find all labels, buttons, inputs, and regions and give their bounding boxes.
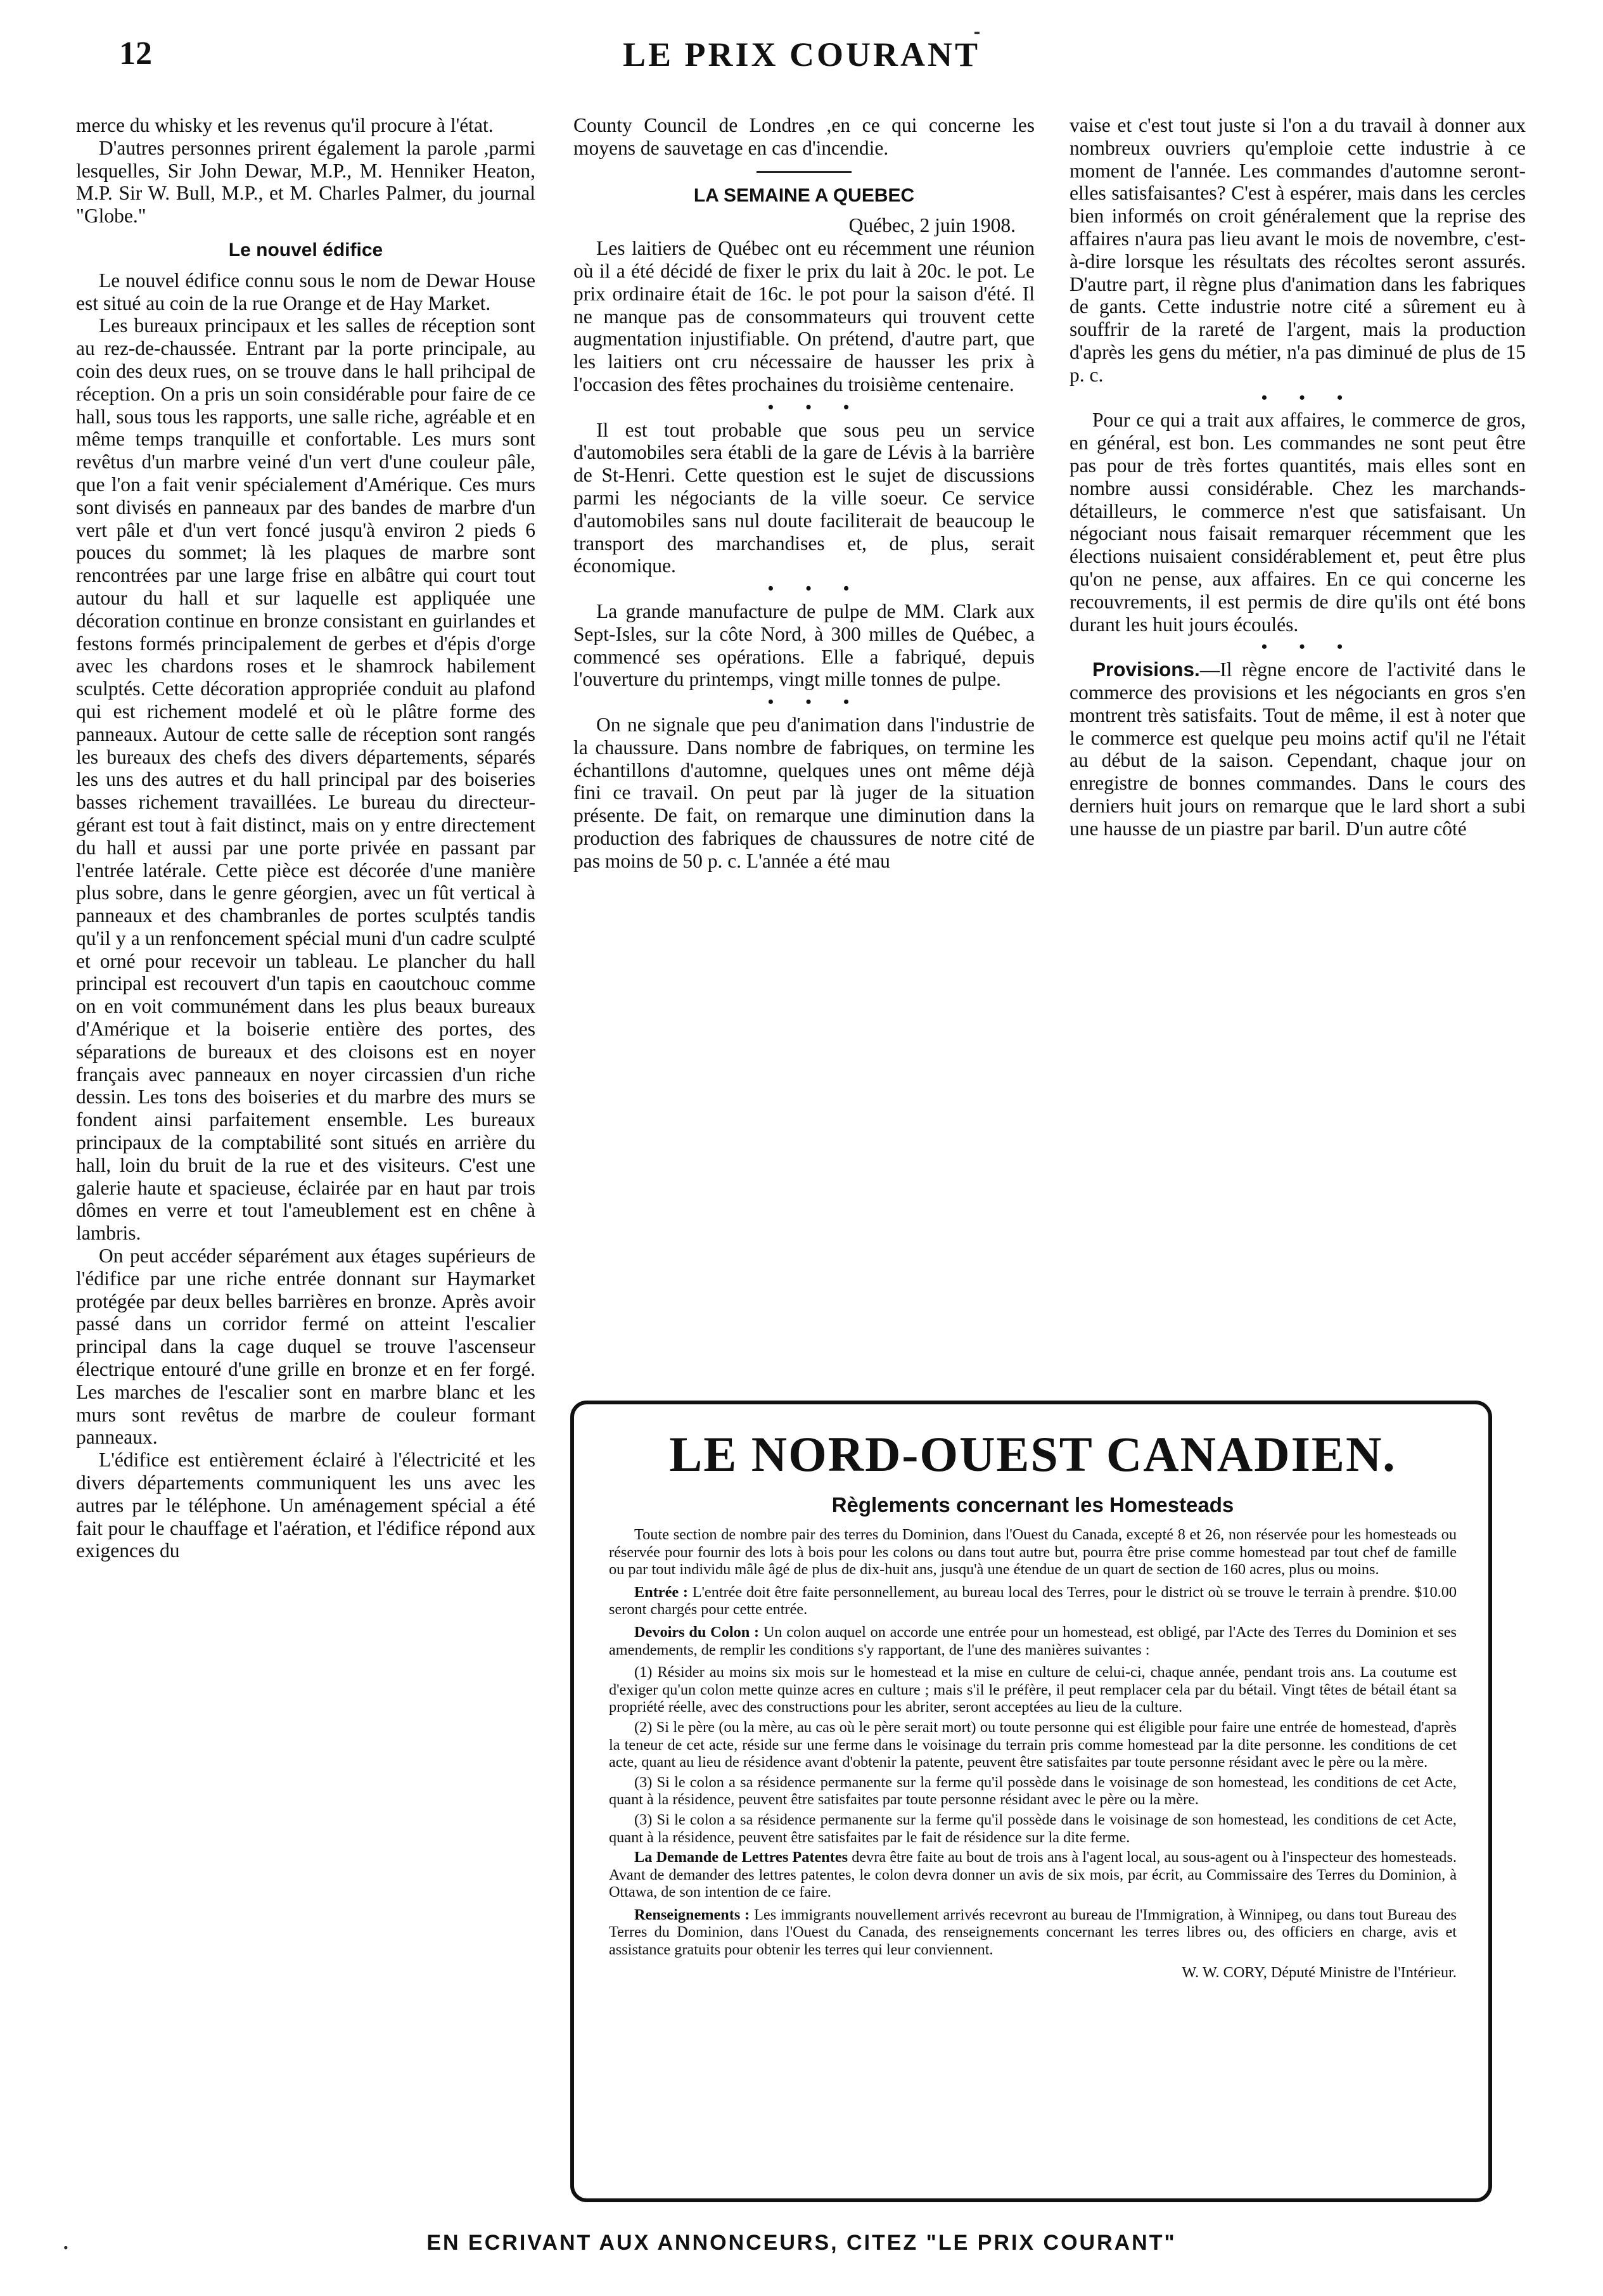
ad-item: (2) Si le père (ou la mère, au cas où le père serait mort) ou toute personne qui est éligible pour faire une entrée de homestead, d'après la teneur de cet acte, réside sur une ferme dans le voisinage du terrain pris comme homestead par la dite personne. les conditions de cet acte, quant au lieu de résidence avant d'obtenir la patente, peuvent être satisfaites par toute personne résidant avec le père ou la mère. [609,1718,1457,1771]
paragraph: Il est tout probable que sous peu un service d'automobiles sera établi de la gare de Lévis à la barrière de St-Henri. Cette question est le sujet de discussions parmi les négociants de la ville soeur. Ce service d'automobiles sans nul doute faciliterait de beaucoup le transport des marchandises et, de plus, serait économique. [573,418,1035,577]
paragraph: Le nouvel édifice connu sous le nom de Dewar House est situé au coin de la rue Orange et de Hay Market. [76,269,535,314]
paragraph: On peut accéder séparément aux étages supérieurs de l'édifice par une riche entrée donnant sur Haymarket protégée par deux belles barrières en bronze. Après avoir passé dans un corridor fermé on atteint l'escalier principal dans la cage duquel se trouve l'ascenseur électrique entouré d'une grille en bronze et en fer forgé. Les marches de l'escalier sont en marbre blanc et les murs sont revêtus de marbre de couleur formant panneaux. [76,1245,535,1449]
separator-dots: • • • [1261,388,1357,407]
section-heading: Le nouvel édifice [228,239,383,260]
page-number: 12 [119,35,152,72]
paragraph: La grande manufacture de pulpe de MM. Clark aux Sept-Isles, sur la côte Nord, à 300 milles de Québec, a commencé ses opérations. Elle a fabriqué, depuis l'ouverture du printemps, vingt mille tonnes de pulpe. [573,600,1035,691]
paragraph: D'autres personnes prirent également la parole ,parmi lesquelles, Sir John Dewar, M.P., M. Henniker Heaton, M.P. Sir W. Bull, M.P., et M. Charles Palmer, du journal "Globe." [76,136,535,228]
paragraph-text: —Il règne encore de l'activité dans le commerce des provisions et les négociants en gros s'en montrent très satisfaits. Tout de même, il est à noter que le commerce est quelque peu moins actif qu'il ne l'était au début de la saison. Cependant, chaque jour on enregistre de bonnes commandes. Dans le cours des derniers huit jours on remarque que le lard short a subi une hausse de un piastre par baril. D'un autre côté [1070,658,1526,840]
paragraph: merce du whisky et les revenus qu'il procure à l'état. [76,114,494,136]
ad-text: Les immigrants nouvellement arrivés recevront au bureau de l'Immigration, à Winnipeg, ou dans tout Bureau des Terres du Dominion, dans l'Ouest du Canada, des renseignements concernant les terres libres ou, des officiers en charge, avis et assistance gratuits pour obtenir les terres qui leur conviennent. [609,1906,1457,1959]
paragraph: L'édifice est entièrement éclairé à l'électricité et les divers départements communiquent les uns avec les autres par le téléphone. Un aménagement spécial a été fait pour le chauffage et l'aération, et l'édifice répond aux exigences du [76,1449,535,1562]
paragraph: County Council de Londres ,en ce qui concerne les moyens de sauvetage en cas d'incendie. [573,114,1035,159]
dateline: Québec, 2 juin 1908. [848,214,1016,237]
ink-mark [974,32,980,34]
ad-lead: La Demande de Lettres Patentes [634,1849,848,1866]
divider [757,171,852,173]
paragraph: Les bureaux principaux et les salles de réception sont au rez-de-chaussée. Entrant par la porte principale, au coin des deux rues, on se trouve dans le hall prihcipal de réception. On a pris un soin considérable pour faire de ce hall, sous tous les rapports, une salle riche, agréable et en même temps tranquille et confortable. Les murs sont revêtus d'un marbre veiné d'un vert d'une couleur pâle, que l'on a fait venir spécialement d'Amérique. Ces murs sont divisés en panneaux par des bandes de marbre d'un vert pâle et d'un vert foncé jusqu'à environ 2 pieds 6 pouces du sommet; là les plaques de marbre sont rencontrées par une large frise en albâtre qui court tout autour du hall et sur laquelle est appliquée une décoration continue en bronze consistant en guirlandes et festons formés principalement de gerbes et d'épis d'orge avec les chardons roses et le shamrock habilement sculptés. Cette décoration appropriée conduit au plafond qui est richement modelé et où le plâtre forme des panneaux. Autour de cette salle de réception sont rangés les bureaux des chefs des divers départements, séparés les uns des autres et du hall principal par des boiseries basses richement travaillées. Le bureau du directeur-gérant est tout à fait distinct, mais on y entre directement du hall et aussi par une porte privée en passant par l'entrée latérale. Cette pièce est décorée d'une manière plus sobre, dans le genre géorgien, avec un fût vertical à panneaux et des chambranles de portes sculptés tandis qu'il y a un renfoncement spécial muni d'un cadre sculpté et orné pour recevoir un tableau. Le plancher du hall principal est recouvert d'un tapis en caoutchouc comme on en voit communément dans les plus beaux bureaux d'Amérique et la boiserie entière des portes, des séparations de bureaux et des cloisons est en noyer français avec panneaux en noyer circassien d'un riche dessin. Les tons des boiseries et du marbre des murs se fondent ainsi parfaitement ensemble. Les bureaux principaux de la comptabilité sont situés en arrière du hall, loin du bruit de la rue et des visiteurs. C'est une galerie haute et spacieuse, éclairée par en haut par trois dômes en verre et tout l'ameublement est en chêne à lambris. [76,314,535,1245]
section-heading: LA SEMAINE A QUEBEC [693,184,915,206]
page-header [0,35,1603,92]
page-footer: EN ECRIVANT AUX ANNONCEURS, CITEZ "LE PRIX COURANT" [426,2231,1177,2255]
paragraph: Les laitiers de Québec ont eu récemment une réunion où il a été décidé de fixer le prix du lait à 20c. le pot. Le prix ordinaire était de 16c. le pot pour la saison d'été. Il ne manque pas de consommateurs qui trouvent cette augmentation injustifiable. On prétend, d'autre part, que les laitiers ont cru nécessaire de hausser les prix à l'occasion des fêtes prochaines du troisième centenaire. [573,237,1035,395]
ad-paragraph: Toute section de nombre pair des terres du Dominion, dans l'Ouest du Canada, excepté 8 et 26, non réservée pour les homesteads ou réservée pour fournir des lots à bois pour les colons ou dans tout autre but, pourra être prise comme homestead par tout chef de famille ou par tout individu mâle âgé de plus de dix-huit ans, jusqu'à une étendue de un quart de section de 160 acres, plus ou moins. [609,1526,1457,1579]
ad-paragraph [609,1849,1457,1901]
separator-dots: • • • [767,397,864,416]
ad-item: (1) Résider au moins six mois sur le homestead et la mise en culture de celui-ci, chaque année, pendant trois ans. La coutume est d'exiger qu'un colon mette quinze acres en culture ; mais s'il le préfère, il peut remplacer cela par du bétail. Vingt têtes de bétail étant sa propriété réelle, avec des constructions pour les abriter, seront acceptées au lieu de la culture. [609,1664,1457,1716]
ad-lead: Devoirs du Colon : [634,1623,760,1641]
paragraph: On ne signale que peu d'animation dans l'industrie de la chaussure. Dans nombre de fabriques, on termine les échantillons d'automne, quelques unes ont même déjà fini ce travail. On peut par là juger de la situation présente. De fait, on remarque une diminution dans la production des fabriques de chaussures de notre cité de pas moins de 50 p. c. L'année a été mau [573,713,1035,872]
ad-title: LE NORD-OUEST CANADIEN. [669,1427,1396,1482]
ad-lead: Renseignements : [634,1906,750,1923]
ad-signature: W. W. CORY, Député Ministre de l'Intérieur. [1182,1963,1457,1981]
ad-text: L'entrée doit être faite personnellement, au bureau local des Terres, pour le district où se trouve le terrain à prendre. $10.00 seront chargés pour cette entrée. [609,1583,1457,1619]
paragraph: Pour ce qui a trait aux affaires, le commerce de gros, en général, est bon. Les commandes ne sont peut être pas pour de très fortes quantités, mais elles sont en nombre aussi considérable. Chez les marchands-détailleurs, le commerce n'est que satisfaisant. Un négociant nous faisait remarquer récemment que les élections nuisaient considérablement et, peut être plus qu'on ne pense, aux affaires. En ce qui concerne les recouvrements, il est permis de dire qu'ils ont été bons durant les huit jours écoulés. [1070,409,1526,636]
ad-paragraph [609,1906,1457,1959]
column-2 [573,114,1035,873]
ad-item: (3) Si le colon a sa résidence permanente sur la ferme qu'il possède dans le voisinage de son homestead, les conditions de cet Acte, quant à la résidence, peuvent être satisfaites par toute personne résidant avec le père ou la mère. [609,1773,1457,1809]
masthead: LE PRIX COURANT [622,35,981,74]
separator-dots: • • • [767,693,864,712]
ad-paragraph [609,1584,1457,1619]
column-1 [76,114,535,1562]
separator-dots: • • • [767,579,864,598]
ad-body [609,1526,1457,1981]
separator-dots: • • • [1261,638,1357,657]
advertisement-box [570,1401,1492,2202]
ad-lead: Entrée : [634,1583,688,1601]
ad-item: (3) Si le colon a sa résidence permanente sur la ferme qu'il possède dans le voisinage de son homestead, les conditions de cet Acte, quant à la résidence, peuvent être satisfaites par le fait de résidence sur la dite ferme. [609,1811,1457,1846]
paragraph: vaise et c'est tout juste si l'on a du travail à donner aux nombreux ouvriers qu'emploie cette industrie à ce moment de l'année. Les commandes d'automne seront-elles satisfaisantes? C'est à espérer, mais dans les cercles bien informés on croit généralement que la reprise des affaires n'aura pas lieu avant le mois de novembre, c'est-à-dire lorsque les résultats des récoltes seront assurés. D'autre part, il règne plus d'animation dans les fabriques de gants. Cette industrie notre cité a sûrement eu à souffrir de la rareté de l'argent, mais la production d'après les gens du métier, n'a pas diminué de plus de 15 p. c. [1070,114,1526,386]
ad-text: Un colon auquel on accorde une entrée pour un homestead, est obligé, par l'Acte des Terres du Dominion et ses amendements, de remplir les conditions s'y rapportant, de l'une des manières suivantes : [609,1623,1457,1658]
ad-paragraph [609,1624,1457,1658]
paragraph [1070,658,1526,840]
ink-smudge: • [63,2240,68,2255]
column-3 [1070,114,1526,840]
paragraph-lead: Provisions. [1092,658,1200,681]
ad-subtitle: Règlements concernant les Homesteads [831,1493,1234,1517]
ad-text: devra être faite au bout de trois ans à l'agent local, au sous-agent ou à l'inspecteur des homesteads. Avant de demander des lettres patentes, le colon devra donner un avis de six mois, par écrit, au Commissaire des Terres du Dominion, à Ottawa, de son intention de ce faire. [609,1849,1457,1901]
